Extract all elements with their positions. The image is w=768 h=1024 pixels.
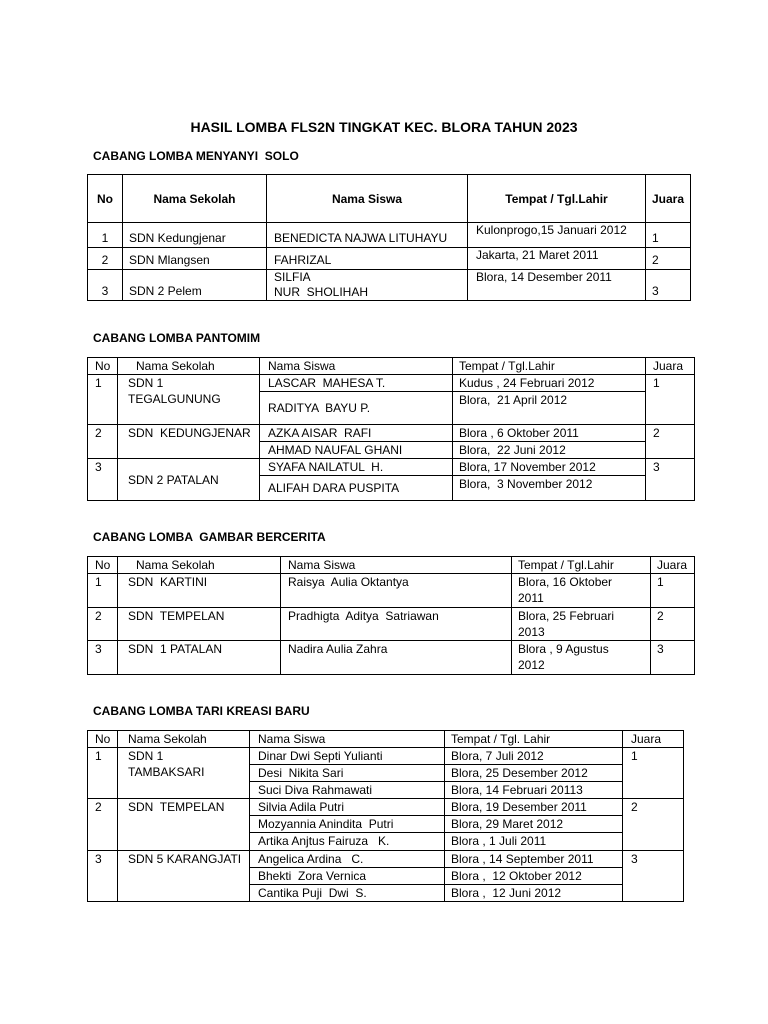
table-pantomim bbox=[87, 357, 695, 501]
cell-student-name: Silvia Adila Putri bbox=[250, 799, 445, 816]
cell-birth: Blora, 22 Juni 2012 bbox=[453, 442, 646, 459]
column-header-student: Nama Siswa bbox=[250, 731, 445, 748]
column-header-rank: Juara bbox=[623, 731, 684, 748]
cell-birth: Blora, 17 November 2012 bbox=[453, 459, 646, 476]
table-gambar-bercerita bbox=[87, 556, 695, 675]
cell-student-name: Desi Nikita Sari bbox=[250, 765, 445, 782]
cell-rank: 2 bbox=[646, 425, 695, 459]
cell-student-name: Artika Anjtus Fairuza K. bbox=[250, 833, 445, 851]
cell-birth: Blora, 14 Februari 20113 bbox=[445, 782, 623, 799]
birth-text: Blora , 9 Agustus 2012 bbox=[518, 642, 613, 672]
cell-school bbox=[118, 748, 250, 799]
column-header-birth: Tempat / Tgl.Lahir bbox=[453, 358, 646, 375]
table-row bbox=[88, 574, 695, 608]
section-heading-tari-kreasi-baru: CABANG LOMBA TARI KREASI BARU bbox=[93, 704, 310, 718]
column-header-school: Nama Sekolah bbox=[118, 557, 281, 574]
cell-school: SDN KEDUNGJENAR bbox=[118, 425, 260, 459]
cell-no: 1 bbox=[88, 748, 118, 799]
table-header-row bbox=[88, 557, 695, 574]
cell-rank: 1 bbox=[651, 574, 695, 608]
cell-student-name: Nadira Aulia Zahra bbox=[281, 641, 512, 675]
cell-student-name: AHMAD NAUFAL GHANI bbox=[260, 442, 453, 459]
table-row bbox=[88, 375, 695, 392]
cell-school: SDN Mlangsen bbox=[123, 248, 267, 270]
cell-no: 2 bbox=[88, 799, 118, 851]
cell-birth: Blora, 7 Juli 2012 bbox=[445, 748, 623, 765]
table-header-row bbox=[88, 358, 695, 375]
cell-no: 3 bbox=[88, 851, 118, 902]
cell-birth: Kulonprogo,15 Januari 2012 bbox=[468, 223, 646, 248]
column-header-birth: Tempat / Tgl.Lahir bbox=[468, 175, 646, 223]
cell-rank: 1 bbox=[623, 748, 684, 799]
cell-no: 1 bbox=[88, 223, 123, 248]
table-row bbox=[88, 248, 691, 270]
cell-school: SDN Kedungjenar bbox=[123, 223, 267, 248]
cell-rank: 1 bbox=[646, 375, 695, 425]
column-header-rank: Juara bbox=[651, 557, 695, 574]
table-row bbox=[88, 270, 691, 301]
table-row bbox=[88, 851, 684, 868]
cell-birth: Blora , 1 Juli 2011 bbox=[445, 833, 623, 851]
cell-birth: Blora, 29 Maret 2012 bbox=[445, 816, 623, 833]
table-row bbox=[88, 641, 695, 675]
cell-student-name: AZKA AISAR RAFI bbox=[260, 425, 453, 442]
cell-birth: Blora, 21 April 2012 bbox=[453, 392, 646, 425]
cell-student-name: ALIFAH DARA PUSPITA bbox=[260, 476, 453, 501]
cell-birth: Blora, 14 Desember 2011 bbox=[468, 270, 646, 301]
cell-school: SDN 2 PATALAN bbox=[118, 459, 260, 501]
cell-no: 3 bbox=[88, 459, 118, 501]
cell-student-name: RADITYA BAYU P. bbox=[260, 392, 453, 425]
cell-rank: 3 bbox=[646, 459, 695, 501]
birth-text: Blora, 25 Februari 2013 bbox=[518, 609, 618, 639]
cell-birth bbox=[512, 608, 651, 641]
cell-rank: 2 bbox=[623, 799, 684, 851]
column-header-school: Nama Sekolah bbox=[118, 731, 250, 748]
page-title: HASIL LOMBA FLS2N TINGKAT KEC. BLORA TAHUN 2023 bbox=[190, 119, 578, 135]
cell-rank: 2 bbox=[646, 248, 691, 270]
cell-birth: Blora, 25 Desember 2012 bbox=[445, 765, 623, 782]
column-header-student: Nama Siswa bbox=[281, 557, 512, 574]
table-row bbox=[88, 425, 695, 442]
table-tari-kreasi-baru bbox=[87, 730, 684, 902]
cell-student-name: BENEDICTA NAJWA LITUHAYU bbox=[267, 223, 468, 248]
table-header-row bbox=[88, 731, 684, 748]
cell-rank: 2 bbox=[651, 608, 695, 641]
cell-rank: 1 bbox=[646, 223, 691, 248]
cell-school: SDN 2 Pelem bbox=[123, 270, 267, 301]
cell-no: 2 bbox=[88, 608, 118, 641]
cell-school: SDN 1 PATALAN bbox=[118, 641, 281, 675]
column-header-rank: Juara bbox=[646, 358, 695, 375]
table-row bbox=[88, 223, 691, 248]
cell-no: 2 bbox=[88, 248, 123, 270]
cell-school: SDN 5 KARANGJATI bbox=[118, 851, 250, 902]
column-header-school: Nama Sekolah bbox=[118, 358, 260, 375]
column-header-birth: Tempat / Tgl. Lahir bbox=[445, 731, 623, 748]
cell-birth: Jakarta, 21 Maret 2011 bbox=[468, 248, 646, 270]
column-header-rank: Juara bbox=[646, 175, 691, 223]
column-header-no: No bbox=[88, 731, 118, 748]
school-name: SDN 1 TAMBAKSARI bbox=[128, 749, 205, 779]
cell-birth bbox=[512, 574, 651, 608]
column-header-student: Nama Siswa bbox=[260, 358, 453, 375]
section-heading-gambar-bercerita: CABANG LOMBA GAMBAR BERCERITA bbox=[93, 530, 326, 544]
cell-student-name: Angelica Ardina C. bbox=[250, 851, 445, 868]
table-row bbox=[88, 748, 684, 765]
column-header-no: No bbox=[88, 557, 118, 574]
column-header-birth: Tempat / Tgl.Lahir bbox=[512, 557, 651, 574]
column-header-school: Nama Sekolah bbox=[123, 175, 267, 223]
cell-school bbox=[118, 375, 260, 425]
cell-birth bbox=[512, 641, 651, 675]
cell-student-name: Suci Diva Rahmawati bbox=[250, 782, 445, 799]
cell-birth: Blora , 12 Juni 2012 bbox=[445, 885, 623, 902]
cell-birth: Blora , 6 Oktober 2011 bbox=[453, 425, 646, 442]
section-heading-pantomim: CABANG LOMBA PANTOMIM bbox=[93, 331, 261, 345]
cell-no: 3 bbox=[88, 270, 123, 301]
school-name: SDN 1 TEGALGUNUNG bbox=[128, 376, 221, 406]
cell-student-name: SYAFA NAILATUL H. bbox=[260, 459, 453, 476]
cell-student-name: LASCAR MAHESA T. bbox=[260, 375, 453, 392]
cell-school: SDN TEMPELAN bbox=[118, 608, 281, 641]
table-row bbox=[88, 459, 695, 476]
cell-student-name: Pradhigta Aditya Satriawan bbox=[281, 608, 512, 641]
cell-no: 2 bbox=[88, 425, 118, 459]
cell-birth: Blora, 3 November 2012 bbox=[453, 476, 646, 501]
column-header-no: No bbox=[88, 175, 123, 223]
cell-rank: 3 bbox=[646, 270, 691, 301]
cell-rank: 3 bbox=[651, 641, 695, 675]
table-header-row bbox=[88, 175, 691, 223]
cell-student-name: Cantika Puji Dwi S. bbox=[250, 885, 445, 902]
table-row bbox=[88, 799, 684, 816]
column-header-student: Nama Siswa bbox=[267, 175, 468, 223]
cell-school: SDN KARTINI bbox=[118, 574, 281, 608]
column-header-no: No bbox=[88, 358, 118, 375]
cell-student-name: Raisya Aulia Oktantya bbox=[281, 574, 512, 608]
table-menyanyi-solo bbox=[87, 174, 691, 301]
cell-student-name: FAHRIZAL bbox=[267, 248, 468, 270]
cell-birth: Blora , 12 Oktober 2012 bbox=[445, 868, 623, 885]
cell-rank: 3 bbox=[623, 851, 684, 902]
cell-student-name: SILFIA NUR SHOLIHAH bbox=[267, 270, 468, 301]
cell-student-name: Bhekti Zora Vernica bbox=[250, 868, 445, 885]
cell-school: SDN TEMPELAN bbox=[118, 799, 250, 851]
cell-birth: Blora, 19 Desember 2011 bbox=[445, 799, 623, 816]
cell-no: 3 bbox=[88, 641, 118, 675]
cell-student-name: Mozyannia Anindita Putri bbox=[250, 816, 445, 833]
birth-text: Blora, 16 Oktober 2011 bbox=[518, 575, 616, 605]
cell-student-name: Dinar Dwi Septi Yulianti bbox=[250, 748, 445, 765]
table-row bbox=[88, 608, 695, 641]
cell-birth: Blora , 14 September 2011 bbox=[445, 851, 623, 868]
cell-birth: Kudus , 24 Februari 2012 bbox=[453, 375, 646, 392]
cell-no: 1 bbox=[88, 375, 118, 425]
section-heading-menyanyi-solo: CABANG LOMBA MENYANYI SOLO bbox=[93, 149, 299, 163]
cell-no: 1 bbox=[88, 574, 118, 608]
